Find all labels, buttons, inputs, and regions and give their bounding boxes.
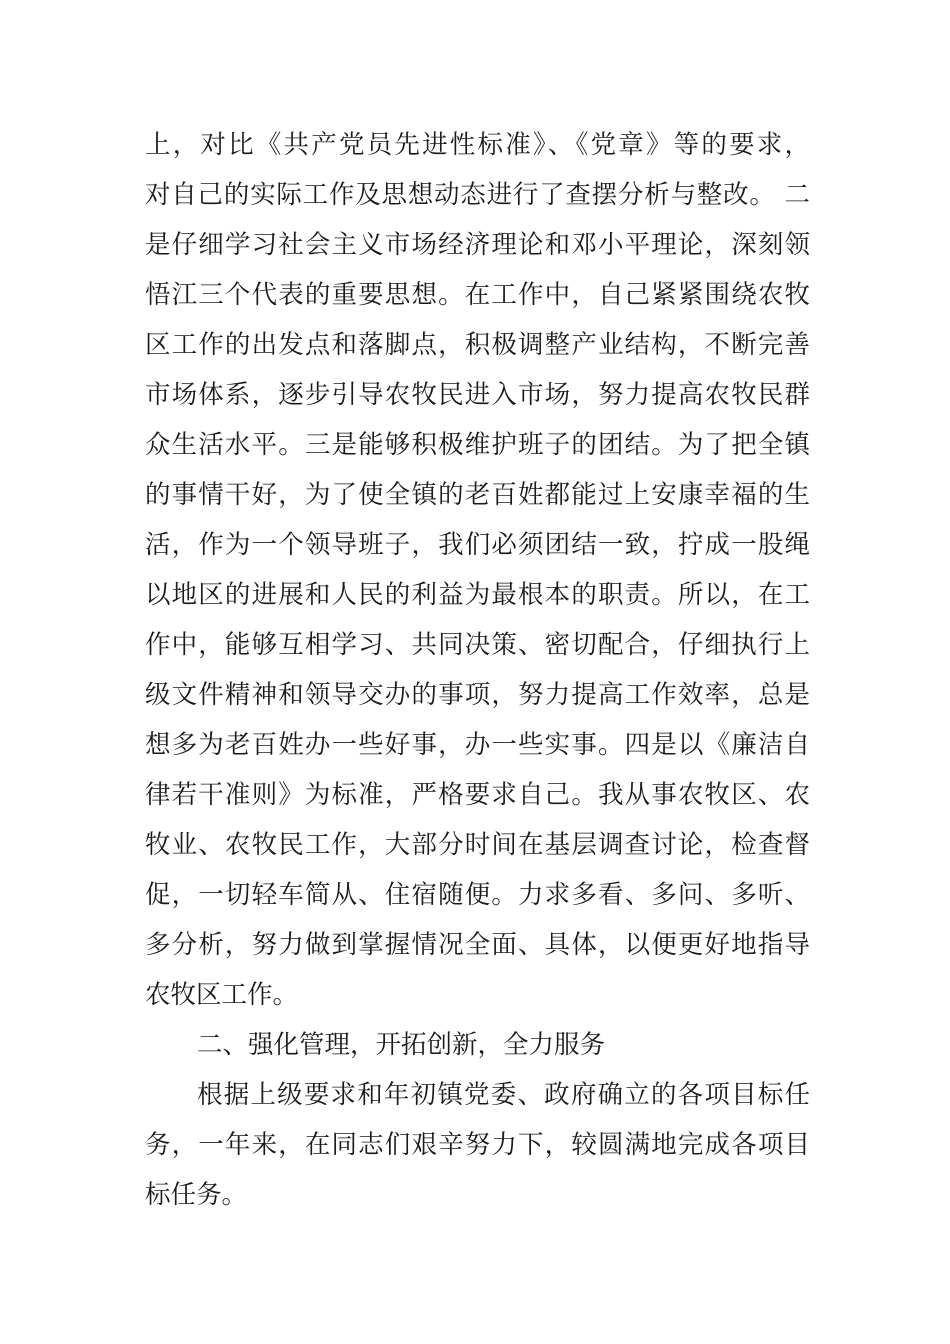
text-line: 牧业、农牧民工作，大部分时间在基层调查讨论，检查督 [145,830,810,860]
text-line: 标任务。 [145,1180,248,1210]
section-heading: 二、强化管理，开拓创新，全力服务 [197,1030,606,1060]
text-line: 的事情干好，为了使全镇的老百姓都能过上安康幸福的生 [145,480,810,510]
document-body [145,125,810,1225]
text-line: 对自己的实际工作及思想动态进行了查摆分析与整改。 二 [145,180,810,210]
text-line: 促，一切轻车简从、住宿随便。力求多看、多问、多听、 [145,880,810,910]
text-line: 级文件精神和领导交办的事项，努力提高工作效率，总是 [145,680,810,710]
text-line: 是仔细学习社会主义市场经济理论和邓小平理论，深刻领 [145,230,810,260]
text-line: 想多为老百姓办一些好事，办一些实事。四是以《廉洁自 [145,730,810,760]
text-line: 上，对比《共产党员先进性标准》、《党章》等的要求， [145,130,810,160]
text-line: 作中，能够互相学习、共同决策、密切配合，仔细执行上 [145,630,810,660]
text-line: 以地区的进展和人民的利益为最根本的职责。所以，在工 [145,580,810,610]
text-line: 多分析，努力做到掌握情况全面、具体，以便更好地指导 [145,930,810,960]
text-line: 活，作为一个领导班子，我们必须团结一致，拧成一股绳 [145,530,810,560]
text-line: 律若干准则》为标准，严格要求自己。我从事农牧区、农 [145,780,810,810]
text-line: 务，一年来，在同志们艰辛努力下，较圆满地完成各项目 [145,1130,810,1160]
text-line: 根据上级要求和年初镇党委、政府确立的各项目标任 [197,1080,810,1110]
text-line: 众生活水平。三是能够积极维护班子的团结。为了把全镇 [145,430,810,460]
text-line: 市场体系，逐步引导农牧民进入市场，努力提高农牧民群 [145,380,810,410]
text-line: 悟江三个代表的重要思想。在工作中，自己紧紧围绕农牧 [145,280,810,310]
paragraph-1 [145,125,810,1025]
paragraph-2 [145,1075,810,1225]
text-line: 区工作的出发点和落脚点，积极调整产业结构，不断完善 [145,330,810,360]
text-line: 农牧区工作。 [145,980,299,1010]
